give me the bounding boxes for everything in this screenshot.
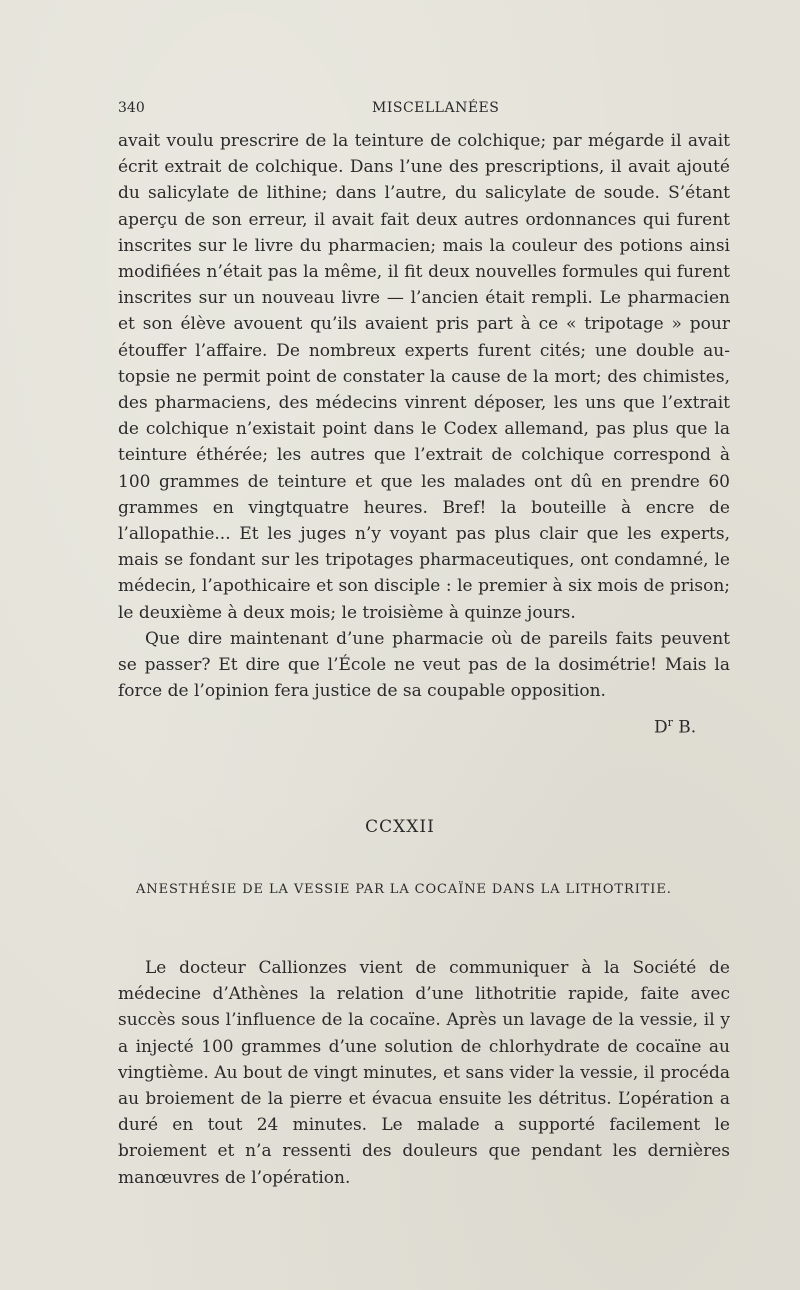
section-title: ANESTHÉSIE DE LA VESSIE PAR LA COCAÏNE DANS LA LITHOTRITIE.	[136, 882, 672, 897]
article-paragraph-1: avait voulu prescrire de la teinture de colchique; par mégarde il avait écrit extrait de colchique. Dans l’une des prescriptions, il avait ajouté du salicylate de lithine; dans l’autre, du salicylate de soude. S’étant aperçu de son erreur, il avait fait deux autres ordonnances qui furent inscrites sur le livre du pharmacien; mais la couleur des potions ainsi modifiées n’était pas la même, il fit deux nouvelles formules qui furent inscrites sur un nouveau livre — l’ancien était rempli. Le pharmacien et son élève avouent qu’ils avaient pris part à ce « tripotage » pour étouffer l’affaire. De nombreux experts furent cités; une double autopsie ne permit point de constater la cause de la mort; des chimistes, des pharmaciens, des médecins vinrent déposer, les uns que l’extrait de colchique n’existait point dans le Codex allemand, pas plus que la teinture éthérée; les autres que l’extrait de colchique correspond à 100 grammes de teinture et que les malades ont dû en prendre 60 grammes en vingtquatre heures. Bref! la bouteille à encre de l’allopathie... Et les juges n’y voyant pas plus clair que les experts, mais se fondant sur les tripotages pharmaceutiques, ont condamné, le médecin, l’apothicaire et son disciple : le premier à six mois de prison; le deuxième à deux mois; le troisième à quinze jours.	[118, 131, 730, 623]
author-signature	[654, 716, 696, 738]
article-paragraph-2: Que dire maintenant d’une pharmacie où de pareils faits peuvent se passer? Et dire que l’École ne veut pas de la dosimétrie! Mais la force de l’opinion fera justice de sa coupable opposition.	[118, 628, 730, 702]
signature-superscript: r	[667, 716, 673, 729]
section-body	[118, 955, 730, 1191]
signature-prefix: D	[654, 717, 668, 738]
section-paragraph: Le docteur Callionzes vient de communiquer à la Société de médecine d’Athènes la relation d’une lithotritie rapide, faite avec succès sous l’influence de la cocaïne. Après un lavage de la vessie, il y a injecté 100 grammes d’une solution de chlorhydrate de cocaïne au vingtième. Au bout de vingt minutes, et sans vider la vessie, il procéda au broiement de la pierre et évacua ensuite les détritus. L’opération a duré en tout 24 minutes. Le malade a supporté facilement le broiement et n’a ressenti des douleurs que pendant les dernières manœuvres de l’opération.	[118, 958, 730, 1188]
running-title: MISCELLANÉES	[372, 100, 500, 116]
page-number: 340	[118, 100, 145, 116]
section-number: CCXXII	[365, 817, 435, 837]
running-head	[118, 100, 730, 120]
article-continuation	[118, 128, 730, 704]
signature-name: B.	[672, 717, 697, 738]
